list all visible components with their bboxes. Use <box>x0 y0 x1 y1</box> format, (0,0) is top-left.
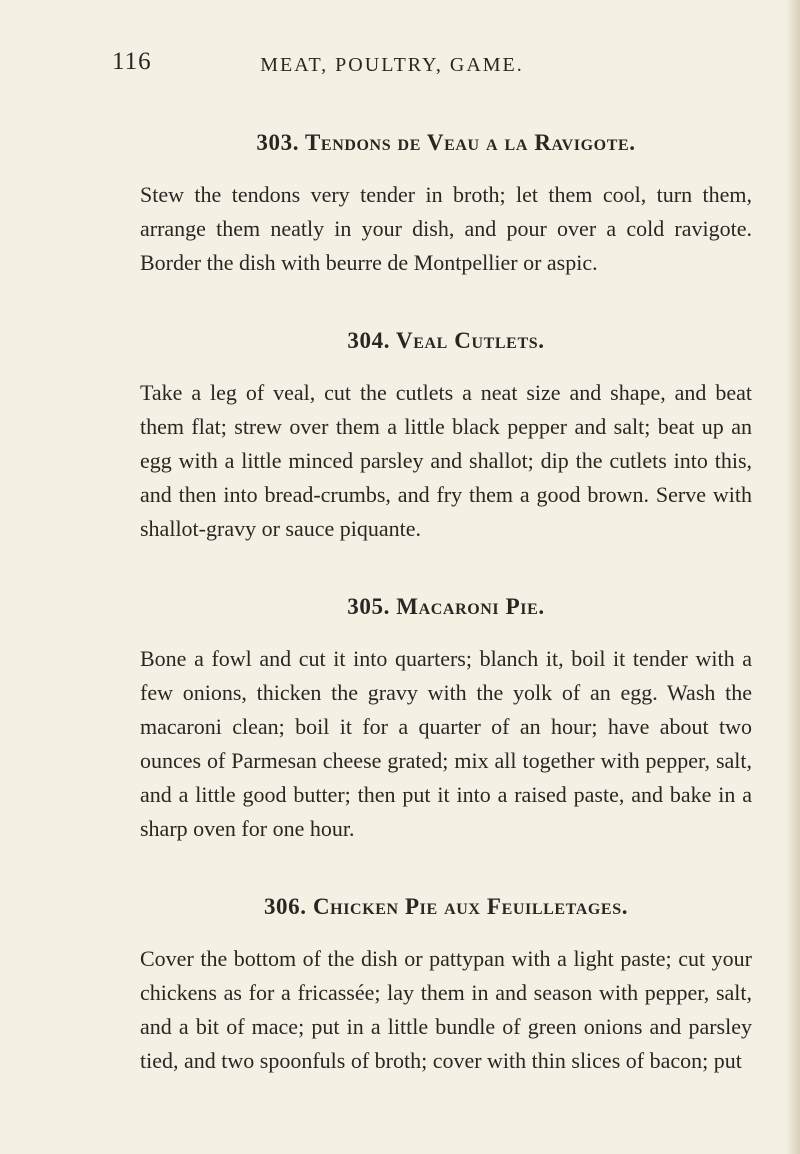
running-head: MEAT, POULTRY, GAME. <box>260 54 524 76</box>
recipe-text: Cover the bottom of the dish or pattypan with a light paste; cut your chickens as for a fricassée; lay them in and season with pepper, salt, and a bit of mace; put in a little bundle of green onions and parsley tied, and two spoonfuls of broth; cover with thin slices of bacon; put <box>140 946 752 1073</box>
page-edge-shadow <box>786 0 800 1154</box>
recipe-text: Take a leg of veal, cut the cutlets a neat size and shape, and beat them flat; strew over them a little black pepper and salt; beat up an egg with a little minced parsley and shallot; dip the cutlets into this, and then into bread-crumbs, and fry them a good brown. Serve with shallot-gravy or sauce piquante. <box>140 380 752 541</box>
recipe-303 <box>140 128 752 280</box>
recipe-text: Stew the tendons very tender in broth; let them cool, turn them, arrange them neatly in your dish, and pour over a cold ravigote. Border the dish with beurre de Montpellier or aspic. <box>140 182 752 275</box>
recipe-306 <box>140 892 752 1078</box>
recipe-title: 306. Chicken Pie aux Feuilletages. <box>263 894 629 919</box>
page-content <box>140 128 752 1124</box>
recipe-305 <box>140 592 752 846</box>
page-header <box>112 48 672 88</box>
recipe-title: 304. Veal Cutlets. <box>347 328 545 353</box>
recipe-304 <box>140 326 752 546</box>
recipe-title: 305. Macaroni Pie. <box>347 594 545 619</box>
recipe-title: 303. Tendons de Veau a la Ravigote. <box>256 130 636 155</box>
page-number: 116 <box>112 48 152 75</box>
recipe-text: Bone a fowl and cut it into quarters; blanch it, boil it tender with a few onions, thicken the gravy with the yolk of an egg. Wash the macaroni clean; boil it for a quarter of an hour; have about two ounces of Parmesan cheese grated; mix all together with pepper, salt, and a little good butter; then put it into a raised paste, and bake in a sharp oven for one hour. <box>140 646 752 841</box>
